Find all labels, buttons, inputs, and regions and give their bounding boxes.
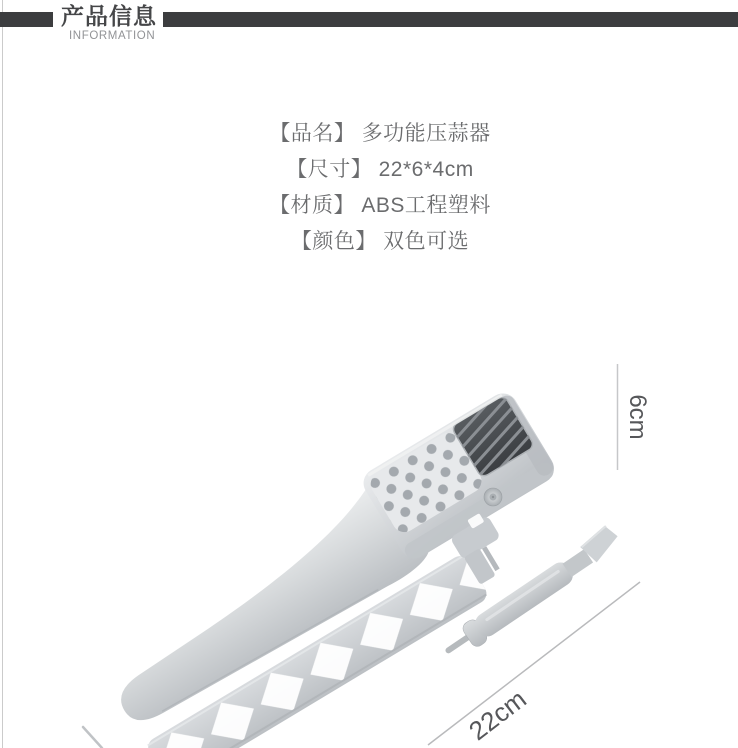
spec-line-material: 【材质】 ABS工程塑料 bbox=[269, 194, 491, 217]
lattice-tip-sliver bbox=[83, 727, 102, 748]
press-button bbox=[484, 488, 502, 506]
dimension-label-length: 22cm bbox=[463, 683, 532, 747]
spec-line-size: 【尺寸】 22*6*4cm bbox=[286, 158, 474, 181]
dimension-label-height: 6cm bbox=[624, 394, 651, 440]
section-title: 产品信息 bbox=[61, 3, 157, 29]
section-subtitle: INFORMATION bbox=[69, 30, 156, 42]
spec-line-name: 【品名】 多功能压蒜器 bbox=[269, 122, 491, 145]
spec-line-color: 【颜色】 双色可选 bbox=[290, 230, 470, 253]
